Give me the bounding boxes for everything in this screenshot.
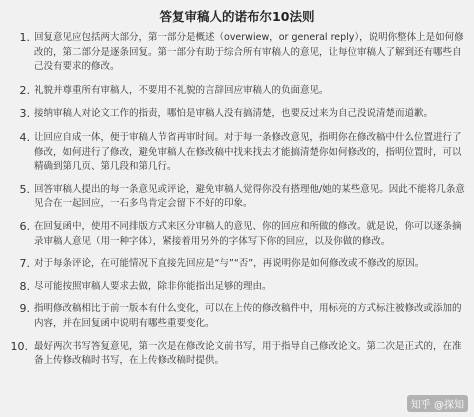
item-number: 10. [10,339,28,353]
list-item [12,220,470,249]
item-text: 最好两次书写答复意见，第一次是在修改论文前书写，用于指导自己修改论文。第二次是正式的，在准备上传修改稿时书写，在上传修改稿时提供。 [34,340,462,367]
list-item [12,131,470,175]
item-number: 5. [19,182,30,196]
item-number: 2. [19,83,30,97]
item-number: 7. [19,257,30,271]
item-number: 4. [19,130,30,144]
item-number: 3. [19,107,30,121]
list-item [12,107,470,122]
list-item [12,31,470,75]
item-text: 礼貌并尊重所有审稿人，不要用不礼貌的言辞回应审稿人的负面意见。 [34,84,329,96]
list-item [12,302,470,331]
item-number: 1. [19,31,30,44]
item-text: 接纳审稿人对论文工作的指责，哪怕是审稿人没有搞清楚，也要反过来为自己没说清楚而道歉。 [34,108,434,120]
item-number: 6. [19,219,30,233]
rules-list [12,31,470,369]
item-text: 回复意见应包括两大部分，第一部分是概述（overwiew，or general reply），说明你整体上是如何修改的，第二部分是逐条回复。第一部分有助于综合所有审稿人的意见，让每位审稿人了解到还有哪些自己没有要求的修改。 [34,32,464,73]
item-number: 8. [19,279,30,293]
watermark: 知乎 @探知 [407,395,468,412]
item-text: 尽可能按照审稿人要求去做，除非你能指出足够的理由。 [34,280,272,292]
list-item [12,183,470,212]
item-text: 让回应自成一体，便于审稿人节省再审时间。对于每一条修改意见，指明你在修改稿中什么位置进行了修改，如何进行了修改，避免审稿人在修改稿中找来找去才能搞清楚你如何修改的，指明位置时，可以精确到第几页、第几段和第几行。 [34,131,462,173]
page-title: 答复审稿人的诺布尔10法则 [159,9,315,24]
list-item [12,84,470,99]
list-item [12,280,470,295]
item-text: 指明修改稿相比于前一版本有什么变化，可以在上传的修改稿件中，用标亮的方式标注被修改或添加的内容，并在回复函中说明有哪些重要变化。 [34,303,462,329]
list-item [12,257,470,272]
item-text: 回答审稿人提出的每一条意见或评论，避免审稿人觉得你没有搭理他/她的某些意见。因此不能将几条意见合在一起回应，一石多鸟肯定会留下不好的印象。 [34,183,465,210]
list-item [12,340,470,369]
item-text: 在回复函中，使用不同排版方式来区分审稿人的意见、你的回应和所做的修改。就是说，你可以逐条摘录审稿人意见（用一种字体），紧接着用另外的字体写下你的回应，以及你做的修改。 [34,220,462,247]
item-text: 对于每条评论，在可能情况下直接先回应是“与”“否”，再说明你是如何修改或不修改的原因。 [34,258,425,270]
item-number: 9. [19,302,30,316]
